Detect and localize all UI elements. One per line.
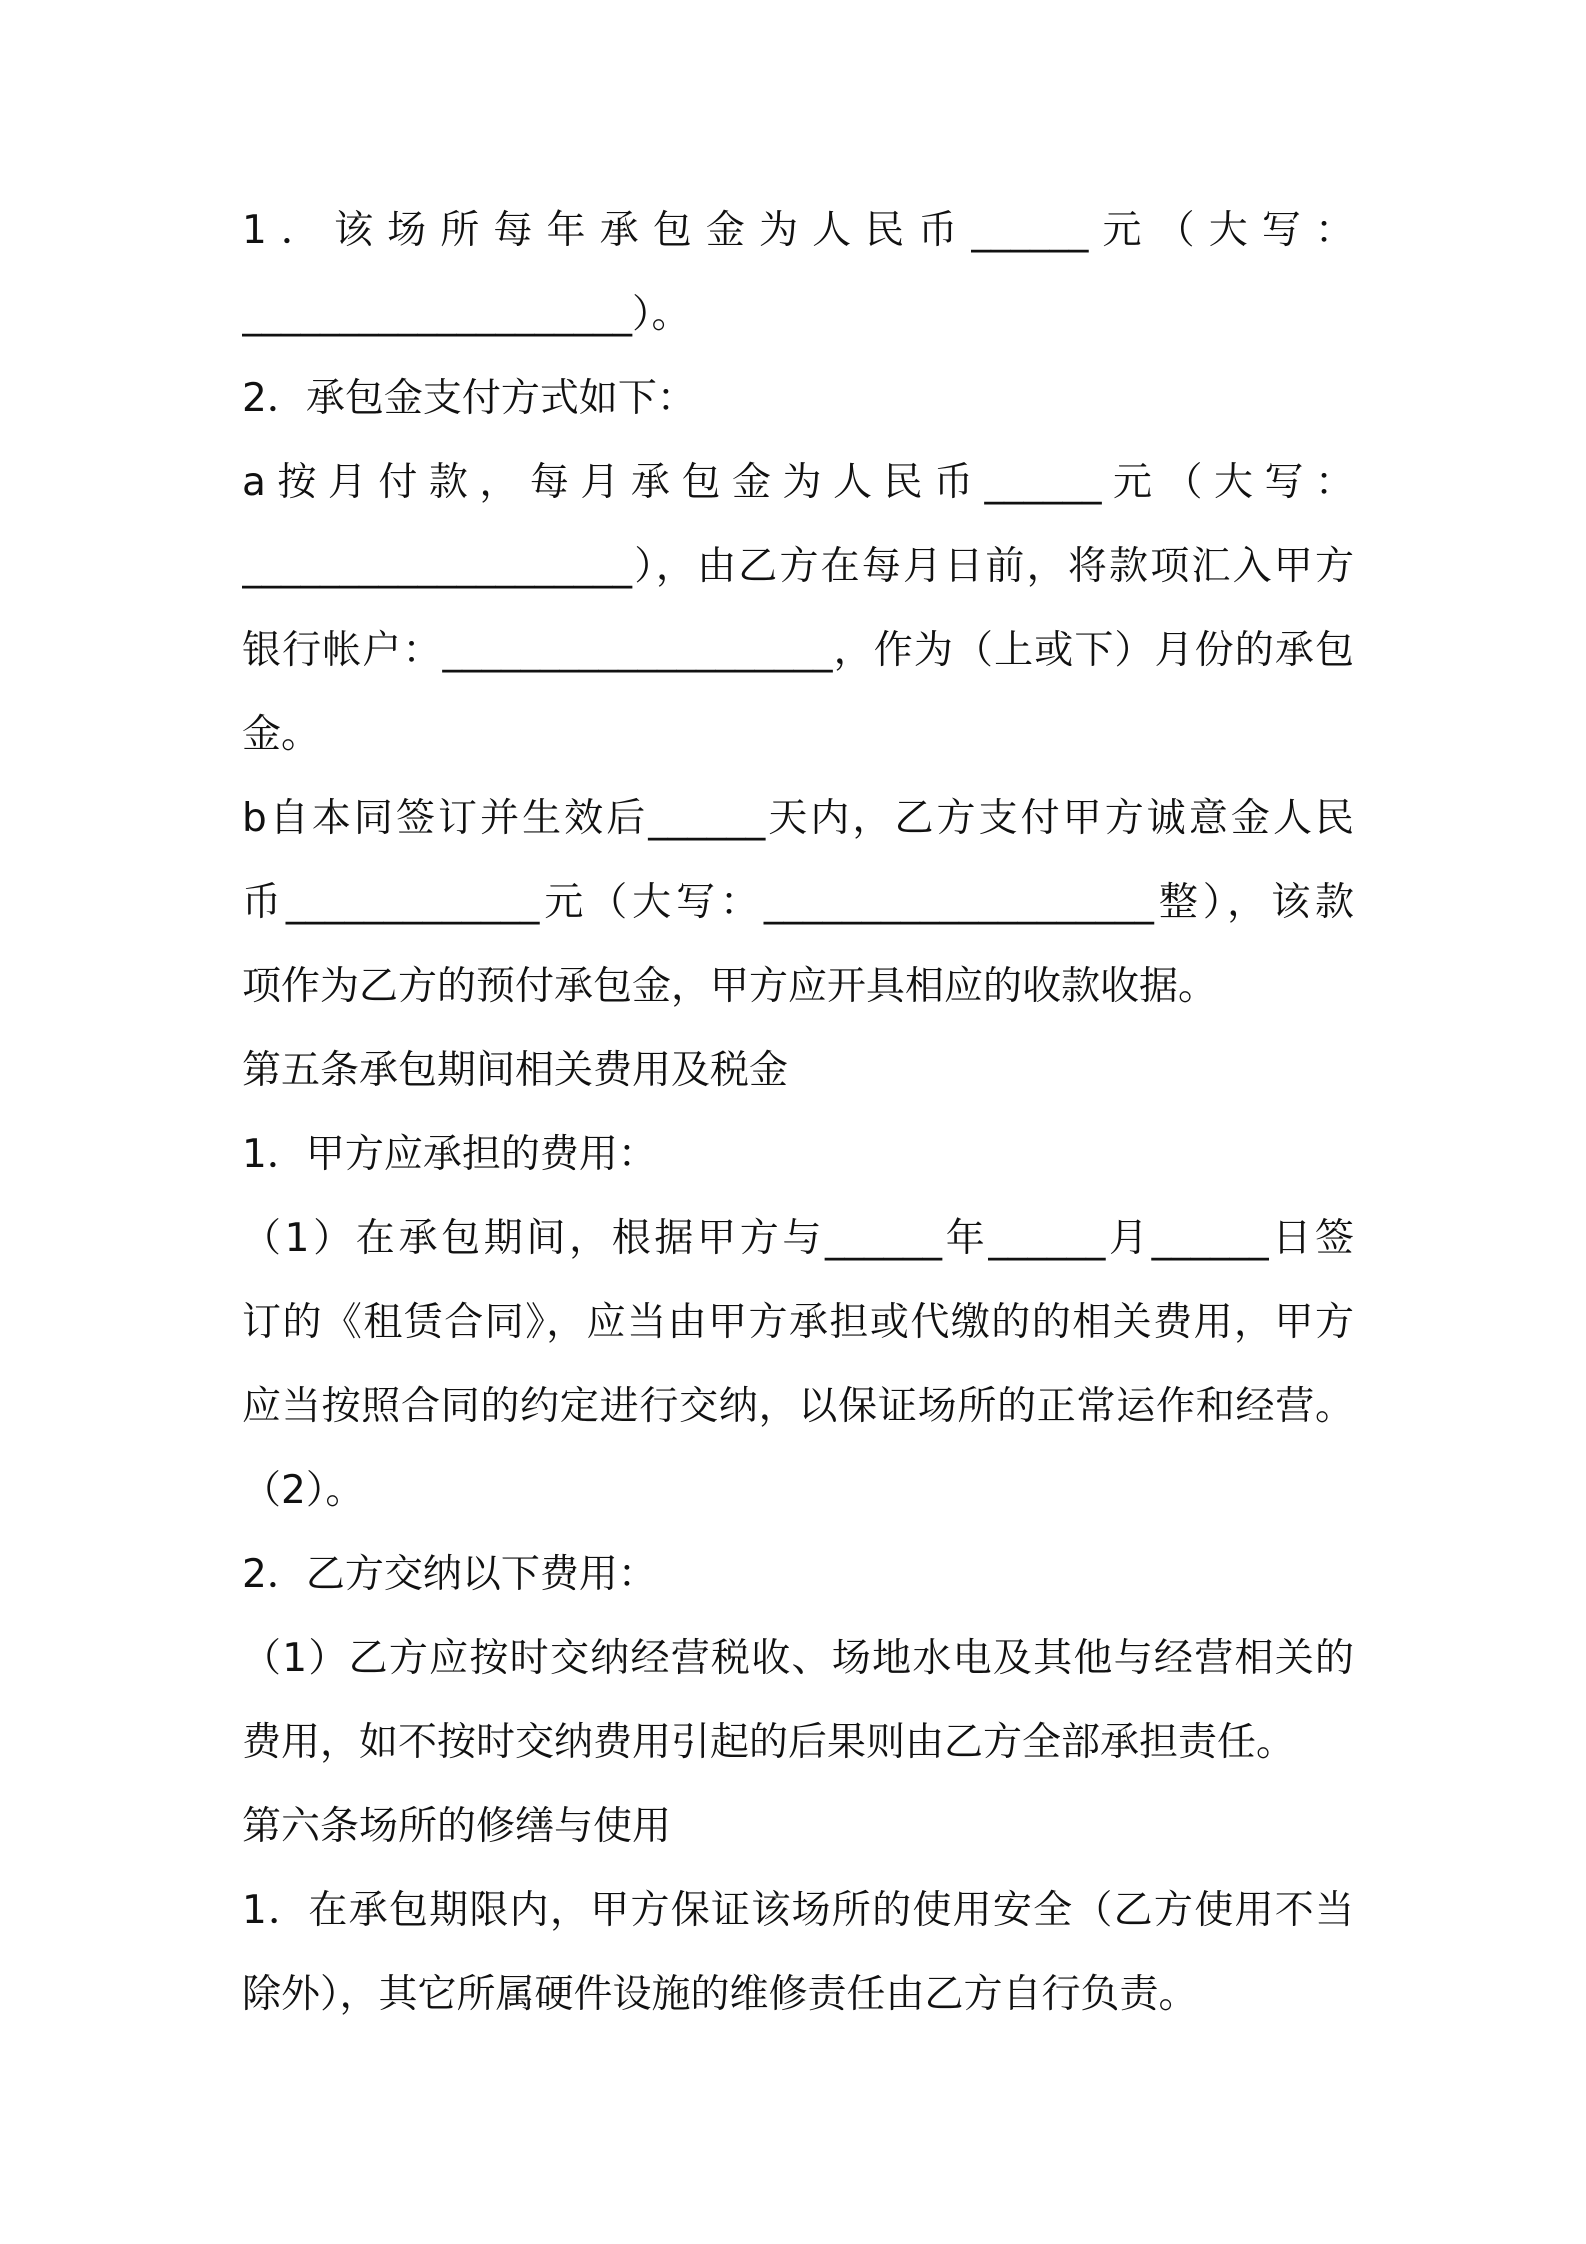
text-line: a按月付款，每月承包金为人民币______元（大写： (242, 460, 1354, 505)
text-line: b自本同签订并生效后______天内，乙方支付甲方诚意金人民 (242, 796, 1354, 841)
text-line: 费用，如不按时交纳费用引起的后果则由乙方全部承担责任。 (242, 1720, 1296, 1765)
text-line: 2．乙方交纳以下费用： (242, 1552, 657, 1597)
text-line: 项作为乙方的预付承包金，甲方应开具相应的收款收据。 (242, 964, 1218, 1009)
text-line: 1．在承包期限内，甲方保证该场所的使用安全（乙方使用不当 (242, 1888, 1354, 1933)
text-line: ____________________）。 (242, 292, 691, 337)
section-heading: 第六条场所的修缮与使用 (242, 1804, 672, 1849)
text-line: 除外），其它所属硬件设施的维修责任由乙方自行负责。 (242, 1972, 1198, 2017)
text-line: 1．甲方应承担的费用： (242, 1132, 657, 1177)
document-body (242, 196, 1354, 2044)
text-line: 金。 (242, 712, 321, 757)
text-line: 订的《租赁合同》，应当由甲方承担或代缴的的相关费用，甲方 (242, 1300, 1354, 1345)
text-line: 2．承包金支付方式如下： (242, 376, 696, 421)
text-line: （2）。 (242, 1468, 365, 1513)
text-line: ____________________），由乙方在每月日前，将款项汇入甲方 (242, 544, 1354, 589)
text-line: 应当按照合同的约定进行交纳，以保证场所的正常运作和经营。 (242, 1384, 1354, 1429)
text-line: 1．该场所每年承包金为人民币______元（大写： (242, 208, 1354, 253)
text-line: 银行帐户：____________________，作为（上或下）月份的承包 (242, 628, 1354, 673)
text-line: （1）在承包期间，根据甲方与______年______月______日签 (242, 1216, 1354, 1261)
text-line: 币_____________元（大写：____________________整），该款 (242, 880, 1354, 925)
text-line: （1）乙方应按时交纳经营税收、场地水电及其他与经营相关的 (242, 1636, 1354, 1681)
section-heading: 第五条承包期间相关费用及税金 (242, 1048, 789, 1093)
